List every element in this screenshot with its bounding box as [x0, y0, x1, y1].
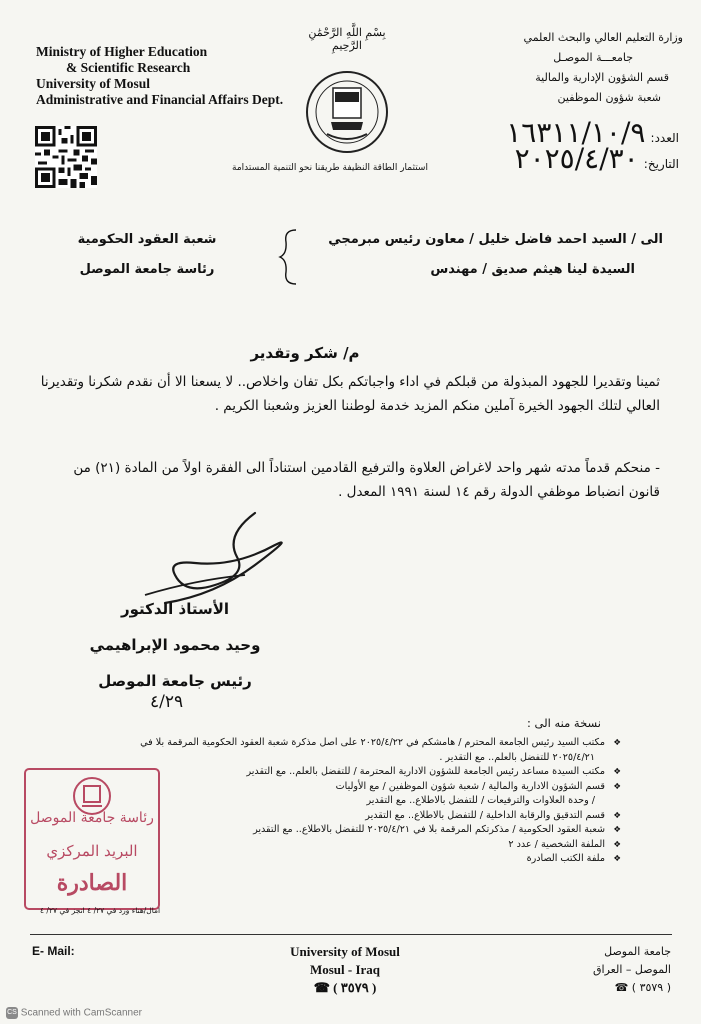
signature-name: وحيد محمود الإبراهيمي	[89, 636, 261, 654]
university-name-en: University of Mosul	[36, 76, 150, 91]
handwritten-signature	[105, 505, 305, 615]
subject-line: م/ شكر وتقدير	[250, 344, 360, 362]
footer-university-en: University of Mosul	[290, 944, 400, 959]
addressee-left-2: رئاسة جامعة الموصل	[79, 262, 215, 277]
signature-title: الأستاذ الدكتور	[120, 600, 230, 618]
camscanner-watermark	[6, 1007, 142, 1019]
footer-english-block	[270, 943, 420, 997]
department-name-ar: قسم الشؤون الإدارية والمالية	[535, 71, 669, 84]
body-paragraph-2: - منحكم قدماً مدته شهر واحد لاغراض العلاوة والترفيع القادمين استناداً الى الفقرة اولاً من المادة (٢١) من قانون انضباط موظفي الدولة رقم ١٤ لسنة ١٩٩١ المعدل .	[73, 460, 660, 500]
received-stamp	[24, 768, 160, 910]
reference-number-value: ١٦٣١١/١٠/٩	[506, 116, 646, 149]
copies-item: ❖ ملفة الكتب الصادرة	[21, 852, 621, 867]
header-english-block	[36, 44, 306, 108]
ministry-name-ar: وزارة التعليم العالي والبحث العلمي	[523, 31, 683, 44]
university-name-ar: جامعـــة الموصـل	[553, 51, 633, 64]
section-name-ar: شعبة شؤون الموظفين	[557, 91, 661, 104]
stamp-outgoing: الصادرة	[56, 870, 128, 896]
ministry-name-en-2: & Scientific Research	[66, 60, 191, 75]
addressee-left-1: شعبة العقود الحكومية	[77, 232, 217, 247]
slogan: استثمار الطاقة النظيفة طريقنا نحو التنمية المستدامة	[232, 163, 428, 173]
footer-phone-en: ( ٣٥٧٩ ) ☎	[313, 980, 377, 995]
copies-title: نسخة منه الى :	[527, 716, 601, 730]
footer-divider	[30, 934, 672, 935]
reference-number-label: العدد:	[650, 131, 679, 145]
copies-item: ❖ الملفة الشخصية / عدد ٢	[21, 838, 621, 853]
camscanner-logo-icon: CS	[6, 1007, 18, 1019]
copies-item: ❖ مكتب السيدة مساعد رئيس الجامعة للشؤون الادارية المحترمة / للتفضل بالعلم.. مع التقدير	[21, 765, 621, 780]
basmala: بِسْمِ اللَّهِ الرَّحْمَٰنِ الرَّحِيمِ	[308, 26, 386, 52]
footer-arabic-block	[551, 943, 671, 997]
copies-item: ❖ قسم الشؤون الادارية والمالية / شعبة شؤون الموظفين / مع الأوليات	[21, 780, 621, 795]
addressee-line-2: السيدة لينا هيثم صديق / مهندس	[430, 262, 635, 277]
copies-item-continuation: ٢٠٢٥/٤/٢١ للتفضل بالعلم.. مع التقدير .	[439, 751, 595, 763]
body-paragraph-1: ثمينا وتقديرا للجهود المبذولة من قبلكم في اداء واجباتكم بكل تفان واخلاص.. لا يسعنا الا أن نقدم شكرنا وتقديرنا العالي لتلك الجهود الخيرة آملين منكم المزيد خدمة لوطننا العزيز وشعبنا الكريم .	[40, 374, 660, 414]
copies-item-continuation: / وحدة العلاوات والترفيعات / للتفضل بالاطلاع.. مع التقدير	[366, 795, 595, 806]
footer-email-label: E- Mail:	[32, 944, 75, 958]
footer-university-ar: جامعة الموصل	[604, 945, 671, 958]
header-arabic-block	[468, 28, 683, 108]
copies-item: ❖ مكتب السيد رئيس الجامعة المحترم / هامشكم في ٢٠٢٥/٤/٢٢ على اصل مذكرة شعبة العقود الحكومية المرقمة بلا في	[21, 736, 621, 751]
reference-date-value: ٢٠٢٥/٤/٣٠	[514, 142, 639, 175]
signature-date: ٤/٢٩	[150, 692, 184, 712]
reference-date-label: التاريخ:	[643, 157, 679, 171]
addressee-bracket	[278, 228, 300, 286]
ministry-name-en: Ministry of Higher Education	[36, 44, 208, 59]
footer-city-ar: الموصل – العراق	[593, 963, 671, 976]
stamp-university: رئاسة جامعة الموصل	[30, 810, 154, 826]
stamp-central-mail: البريد المركزي	[46, 842, 138, 860]
university-logo	[305, 70, 389, 154]
camscanner-text: Scanned with CamScanner	[20, 1007, 142, 1019]
qr-code	[35, 126, 97, 188]
signature-position: رئيس جامعة الموصل	[98, 672, 252, 690]
copies-item: ❖ شعبة العقود الحكومية / مذكرتكم المرقمة بلا في ٢٠٢٥/٤/٢١ للتفضل بالاطلاع.. مع التقدير	[21, 823, 621, 838]
reference-date-row	[459, 142, 679, 175]
footnote: امال/هناء ورد في ٢٧/ ٤ انجز في ٢٧/ ٤	[40, 906, 161, 915]
copies-item: ❖ قسم التدقيق والرقابة الداخلية / للتفضل بالاطلاع.. مع التقدير	[21, 809, 621, 824]
department-name-en: Administrative and Financial Affairs Dept.	[36, 92, 284, 107]
footer-phone-ar: ( ٣٥٧٩ ) ☎	[614, 981, 671, 994]
footer-city-en: Mosul - Iraq	[309, 962, 381, 977]
addressee-line-1: الى / السيد احمد فاضل خليل / معاون رئيس مبرمجي	[328, 232, 663, 247]
